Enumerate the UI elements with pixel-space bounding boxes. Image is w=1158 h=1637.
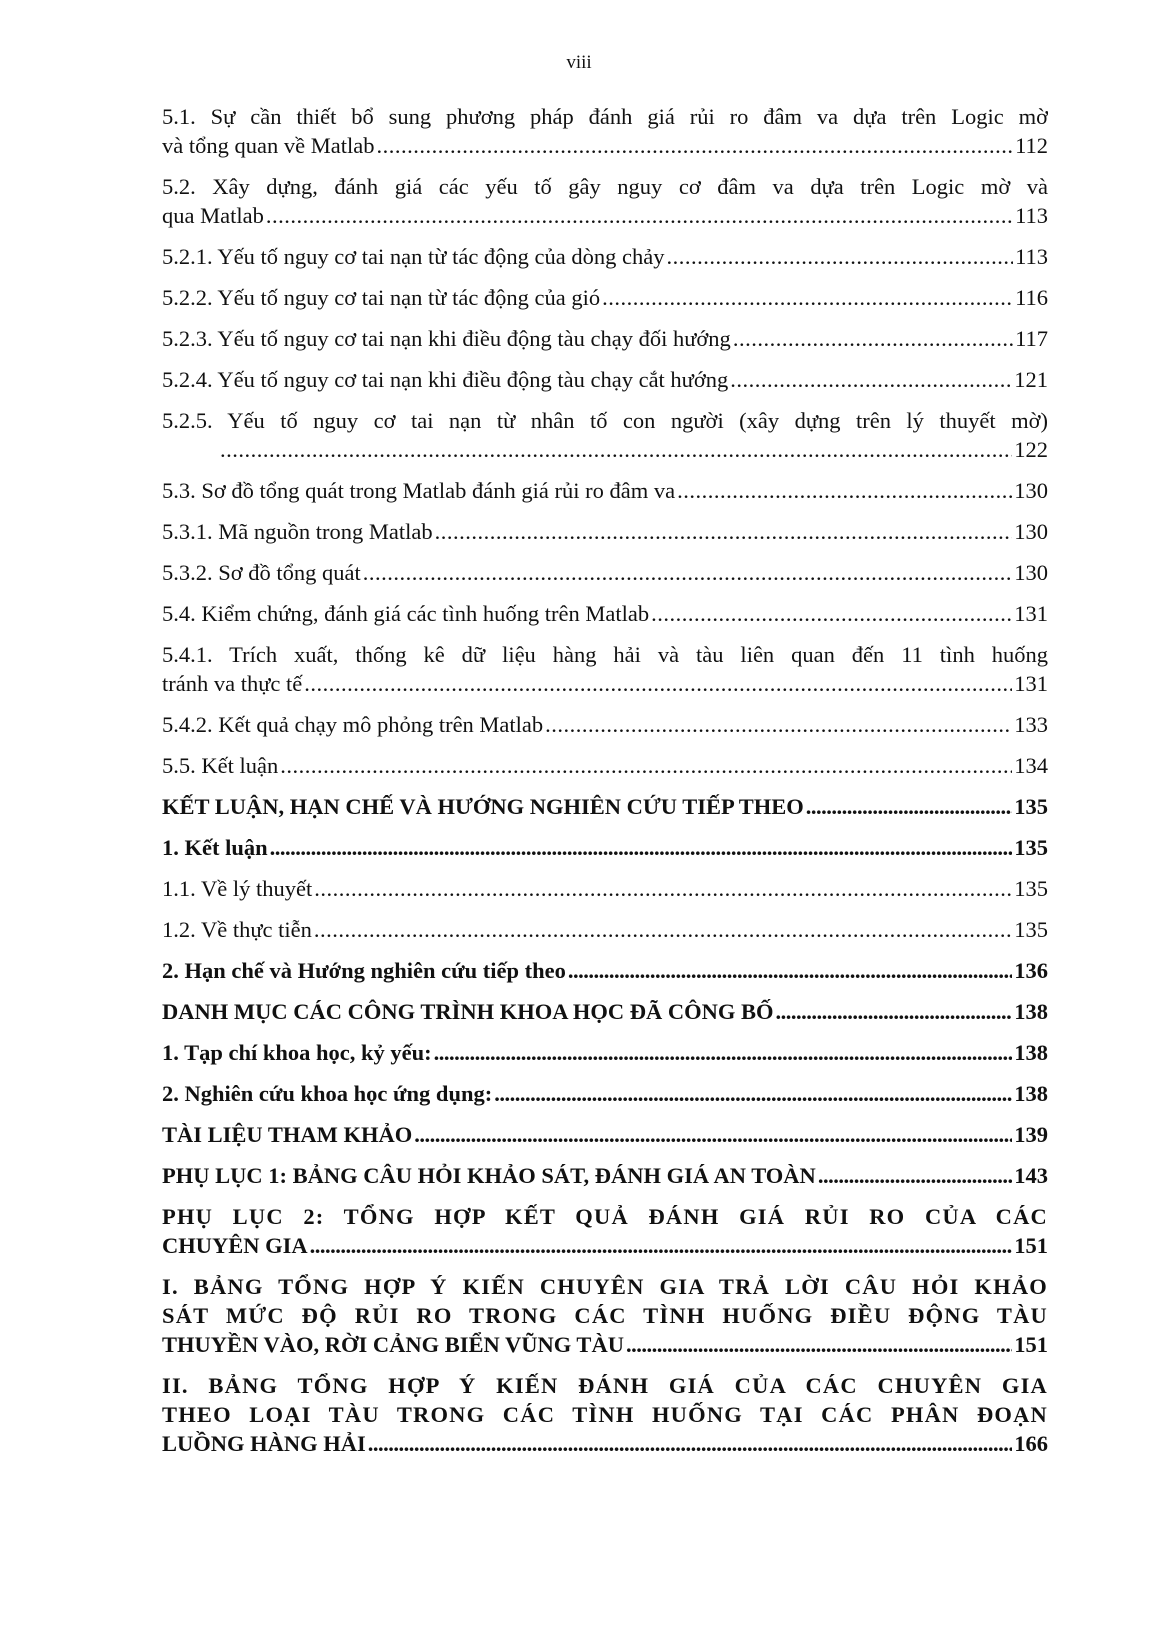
toc-entry-text-line: THEO LOẠI TÀU TRONG CÁC TÌNH HUỐNG TẠI CÁC PHÂN ĐOẠN xyxy=(162,1402,1048,1427)
toc-entry-title: 1.1. Về lý thuyết xyxy=(162,876,313,901)
toc-entry-title: 5.2.1. Yếu tố nguy cơ tai nạn từ tác động của dòng chảy xyxy=(162,244,665,269)
toc-entry[interactable] xyxy=(162,792,1048,821)
toc-entry-text-line: 5.4.1. Trích xuất, thống kê dữ liệu hàng hải và tàu liên quan đến 11 tình huống xyxy=(162,642,1048,667)
toc-entry-text-line: PHỤ LỤC 2: TỔNG HỢP KẾT QUẢ ĐÁNH GIÁ RỦI RO CỦA CÁC xyxy=(162,1204,1048,1229)
dot-leader xyxy=(494,1079,1012,1108)
dot-leader xyxy=(310,1231,1013,1260)
toc-page-number: 138 xyxy=(1014,1081,1048,1106)
toc-entry[interactable] xyxy=(162,1079,1048,1108)
toc-entry[interactable] xyxy=(162,833,1048,862)
toc-entry[interactable] xyxy=(162,915,1048,944)
toc-page-number: 139 xyxy=(1014,1122,1048,1147)
toc-page-number: 116 xyxy=(1015,285,1048,310)
toc-page-number: 131 xyxy=(1014,671,1048,696)
toc-entry-text-line: II. BẢNG TỔNG HỢP Ý KIẾN ĐÁNH GIÁ CỦA CÁC CHUYÊN GIA xyxy=(162,1373,1048,1398)
dot-leader xyxy=(363,558,1012,587)
toc-entry-title: qua Matlab xyxy=(162,203,264,228)
toc-entry-text-line: 5.1. Sự cần thiết bổ sung phương pháp đánh giá rủi ro đâm va dựa trên Logic mờ xyxy=(162,104,1048,129)
toc-entry[interactable] xyxy=(162,283,1048,312)
toc-page-number: 151 xyxy=(1014,1233,1048,1258)
toc-entry[interactable] xyxy=(162,997,1048,1026)
toc-entry[interactable] xyxy=(162,1038,1048,1067)
toc-entry[interactable] xyxy=(162,599,1048,628)
toc-entry[interactable] xyxy=(162,365,1048,394)
toc-entry-title: LUỒNG HÀNG HẢI xyxy=(162,1431,366,1456)
dot-leader xyxy=(677,476,1012,505)
toc-page-number: 134 xyxy=(1014,753,1048,778)
toc-page-number: 138 xyxy=(1014,999,1048,1024)
page-number: viii xyxy=(566,52,592,73)
dot-leader xyxy=(545,710,1012,739)
dot-leader xyxy=(270,833,1013,862)
dot-leader xyxy=(733,324,1013,353)
toc-entry-title: KẾT LUẬN, HẠN CHẾ VÀ HƯỚNG NGHIÊN CỨU TIẾP THEO xyxy=(162,794,804,819)
toc-entry[interactable] xyxy=(162,324,1048,353)
dot-leader xyxy=(568,956,1012,985)
dot-leader xyxy=(730,365,1012,394)
dot-leader xyxy=(775,997,1012,1026)
toc-entry-title: 1.2. Về thực tiễn xyxy=(162,917,312,942)
dot-leader xyxy=(368,1429,1012,1458)
toc-page-number: 138 xyxy=(1014,1040,1048,1065)
toc-page-number: 117 xyxy=(1015,326,1048,351)
toc-entry-title: TÀI LIỆU THAM KHẢO xyxy=(162,1122,413,1147)
toc-page-number: 131 xyxy=(1014,601,1048,626)
toc-page-number: 135 xyxy=(1014,835,1048,860)
toc-entry[interactable] xyxy=(162,558,1048,587)
toc-entry-title: tránh va thực tế xyxy=(162,671,303,696)
toc-entry-title: và tổng quan về Matlab xyxy=(162,133,375,158)
toc-entry-title: DANH MỤC CÁC CÔNG TRÌNH KHOA HỌC ĐÃ CÔNG BỐ xyxy=(162,999,774,1024)
toc-entry[interactable] xyxy=(162,476,1048,505)
toc-page-number: 143 xyxy=(1014,1163,1048,1188)
toc-entry-title: PHỤ LỤC 1: BẢNG CÂU HỎI KHẢO SÁT, ĐÁNH GIÁ AN TOÀN xyxy=(162,1163,816,1188)
toc-entry[interactable] xyxy=(162,1371,1048,1458)
toc-page-number: 130 xyxy=(1014,519,1048,544)
toc-entry-title: 5.2.2. Yếu tố nguy cơ tai nạn từ tác động của gió xyxy=(162,285,601,310)
toc-entry[interactable] xyxy=(162,751,1048,780)
toc-page-number: 112 xyxy=(1015,133,1048,158)
toc-entry[interactable] xyxy=(162,242,1048,271)
toc-page-number: 113 xyxy=(1015,244,1048,269)
toc-entry-title: THUYỀN VÀO, RỜI CẢNG BIỂN VŨNG TÀU xyxy=(162,1332,624,1357)
toc-entry-title: 5.5. Kết luận xyxy=(162,753,279,778)
toc-entry-title: 5.4.2. Kết quả chạy mô phỏng trên Matlab xyxy=(162,712,544,737)
toc-page-number: 122 xyxy=(1014,437,1048,462)
dot-leader xyxy=(304,669,1012,698)
toc-entry[interactable] xyxy=(162,1272,1048,1359)
toc-entry[interactable] xyxy=(162,710,1048,739)
table-of-contents xyxy=(162,102,1048,1470)
dot-leader xyxy=(414,1120,1012,1149)
toc-page-number: 113 xyxy=(1015,203,1048,228)
toc-page-number: 135 xyxy=(1014,917,1048,942)
toc-entry[interactable] xyxy=(162,640,1048,698)
toc-page-number: 166 xyxy=(1014,1431,1048,1456)
toc-page-number: 121 xyxy=(1014,367,1048,392)
toc-entry-title: 5.3. Sơ đồ tổng quát trong Matlab đánh giá rủi ro đâm va xyxy=(162,478,676,503)
toc-entry-text-line: 5.2. Xây dựng, đánh giá các yếu tố gây nguy cơ đâm va dựa trên Logic mờ và xyxy=(162,174,1048,199)
toc-page-number: 151 xyxy=(1014,1332,1048,1357)
toc-entry-title: 2. Nghiên cứu khoa học ứng dụng: xyxy=(162,1081,493,1106)
dot-leader xyxy=(667,242,1014,271)
dot-leader xyxy=(280,751,1012,780)
dot-leader xyxy=(314,874,1012,903)
toc-entry[interactable] xyxy=(162,1161,1048,1190)
toc-page-number: 136 xyxy=(1014,958,1048,983)
toc-page-number: 130 xyxy=(1014,478,1048,503)
dot-leader xyxy=(602,283,1013,312)
toc-entry-title: 5.2.3. Yếu tố nguy cơ tai nạn khi điều động tàu chạy đối hướng xyxy=(162,326,731,351)
toc-entry-text-line: SÁT MỨC ĐỘ RỦI RO TRONG CÁC TÌNH HUỐNG ĐIỀU ĐỘNG TÀU xyxy=(162,1303,1048,1328)
toc-page-number: 133 xyxy=(1014,712,1048,737)
toc-entry-title: 5.3.2. Sơ đồ tổng quát xyxy=(162,560,361,585)
toc-entry-title: 5.2.4. Yếu tố nguy cơ tai nạn khi điều động tàu chạy cắt hướng xyxy=(162,367,729,392)
toc-entry-title: 2. Hạn chế và Hướng nghiên cứu tiếp theo xyxy=(162,958,566,983)
dot-leader xyxy=(818,1161,1012,1190)
toc-entry[interactable] xyxy=(162,102,1048,160)
toc-entry-title: 1. Tạp chí khoa học, kỷ yếu: xyxy=(162,1040,432,1065)
toc-entry-title: CHUYÊN GIA xyxy=(162,1233,308,1258)
toc-entry-text-line: I. BẢNG TỔNG HỢP Ý KIẾN CHUYÊN GIA TRẢ LỜI CÂU HỎI KHẢO xyxy=(162,1274,1048,1299)
toc-entry[interactable] xyxy=(162,1120,1048,1149)
toc-entry-title: 5.4. Kiểm chứng, đánh giá các tình huống trên Matlab xyxy=(162,601,650,626)
toc-page-number: 130 xyxy=(1014,560,1048,585)
dot-leader xyxy=(806,792,1012,821)
dot-leader xyxy=(651,599,1012,628)
dot-leader xyxy=(376,131,1013,160)
toc-entry[interactable] xyxy=(162,517,1048,546)
dot-leader xyxy=(435,517,1013,546)
dot-leader xyxy=(266,201,1013,230)
toc-page-number: 135 xyxy=(1014,794,1048,819)
toc-page-number: 135 xyxy=(1014,876,1048,901)
dot-leader xyxy=(314,915,1012,944)
dot-leader xyxy=(434,1038,1013,1067)
dot-leader xyxy=(220,435,1012,464)
toc-entry[interactable] xyxy=(162,172,1048,230)
toc-entry[interactable] xyxy=(162,874,1048,903)
toc-entry-text-line: 5.2.5. Yếu tố nguy cơ tai nạn từ nhân tố con người (xây dựng trên lý thuyết mờ) xyxy=(162,408,1048,433)
toc-entry-title: 5.3.1. Mã nguồn trong Matlab xyxy=(162,519,433,544)
toc-entry[interactable] xyxy=(162,406,1048,464)
toc-entry-title: 1. Kết luận xyxy=(162,835,268,860)
toc-entry[interactable] xyxy=(162,1202,1048,1260)
toc-entry[interactable] xyxy=(162,956,1048,985)
dot-leader xyxy=(626,1330,1012,1359)
